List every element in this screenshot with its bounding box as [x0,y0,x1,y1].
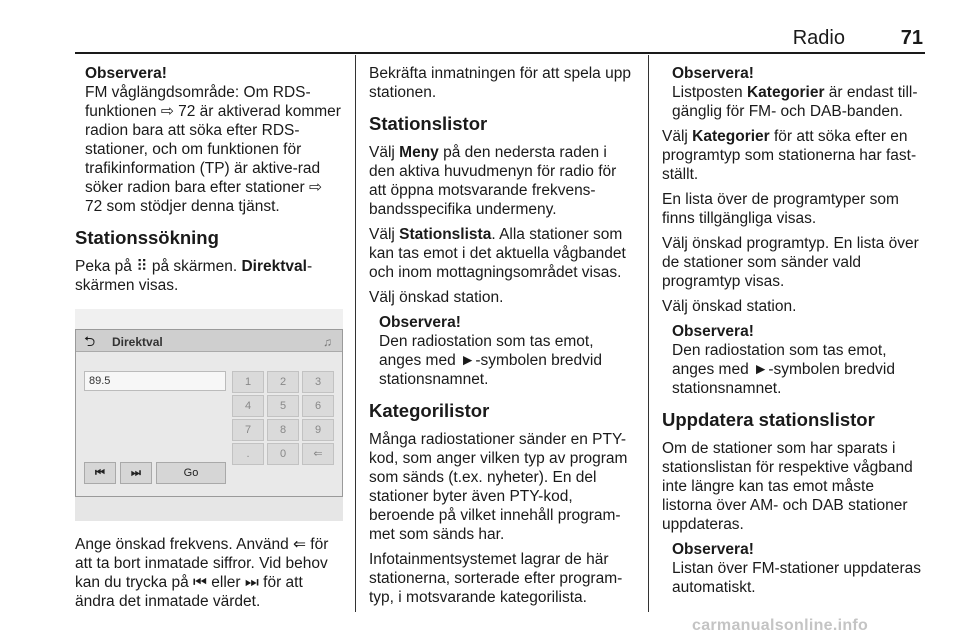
heading-uppdatera: Uppdatera stationslistor [662,409,875,430]
go-button[interactable]: Go [156,462,226,484]
key-9[interactable]: 9 [302,419,334,441]
paragraph-ange: Ange önskad frekvens. Använd ⇐ för att ta bort inmatade siffror. Vid behov kan du trycka på ⏮ eller ⏭ för att ändra det inmatade värdet. [75,536,329,610]
note-text: Den radiostation som tas emot, anges med ►-symbolen bredvid stationsnamnet. [672,342,895,397]
watermark: carmanualsonline.info [692,617,869,634]
paragraph-lista-programtyper: En lista över de programtyper som finns tillgängliga visas. [662,191,899,227]
screen-title: Direktval [112,335,163,349]
text: Listposten [672,84,747,101]
key-2[interactable]: 2 [267,371,299,393]
figure-footer [75,497,343,521]
column-divider-1 [355,55,356,612]
key-7[interactable]: 7 [232,419,264,441]
direktval-screen-figure [75,309,343,521]
paragraph-stationslista [369,225,635,282]
note-text: Listan över FM-stationer uppdateras automatiskt. [672,560,921,596]
note-title: Observera! [85,65,167,82]
key-0[interactable]: 0 [267,443,299,465]
text: för att söka efter en programtyp som stationerna har fast-ställt. [662,128,917,183]
music-note-icon: ♫ [323,335,332,349]
paragraph-infotainment: Infotainmentsystemet lagrar de här stationerna, sorterade efter program-typ, i motsvarande kategorilista. [369,551,623,606]
kategorier-label: Kategorier [692,128,770,145]
heading-stationslistor: Stationslistor [369,113,488,134]
screen-title-bar [76,330,342,352]
paragraph-valj-station: Välj önskad station. [369,289,504,306]
text: på skärmen. [147,258,242,275]
text: Peka på [75,258,137,275]
key-4[interactable]: 4 [232,395,264,417]
paragraph-valj-station: Välj önskad station. [662,298,797,315]
paragraph-uppdatera: Om de stationer som har sparats i stationslistan för respektive vågband inte längre kan tas emot måste listorna över AM- och DAB stationer uppdateras. [662,440,913,533]
note-title: Observera! [672,65,754,82]
paragraph-meny [369,143,635,219]
page-number: 71 [900,27,923,49]
column-3 [662,64,928,603]
note-text: Den radiostation som tas emot, anges med ►-symbolen bredvid stationsnamnet. [379,333,602,388]
key-1[interactable]: 1 [232,371,264,393]
note-radiostation [369,313,635,389]
note-fm-range [75,64,343,216]
kategorier-label: Kategorier [746,84,825,101]
heading-kategorilistor: Kategorilistor [369,400,490,421]
text: är endast till-gänglig för FM- och DAB-banden. [672,84,918,120]
text: -skärmen visas. [75,258,313,294]
column-1 [75,64,343,617]
column-2 [369,64,635,613]
paragraph-valj-kategorier [662,127,928,184]
key-3[interactable]: 3 [302,371,334,393]
section-title: Radio [792,27,845,49]
stationslista-label: Stationslista [399,226,492,243]
note-radiostation [662,322,928,398]
paragraph-valj-programtyp: Välj önskad programtyp. En lista över de stationer som sänder vald programtyp visas. [662,235,919,290]
back-icon[interactable]: ⮌ [84,333,96,349]
note-title: Observera! [379,314,461,331]
key-6[interactable]: 6 [302,395,334,417]
note-kategorier [662,64,928,121]
radio-keypad-icon: ⠿ [136,258,148,275]
text: Välj [369,144,400,161]
paragraph-bekrafta: Bekräfta inmatningen för att spela upp stationen. [369,65,631,101]
text: Välj [662,128,693,145]
column-divider-2 [648,55,649,612]
frequency-input[interactable]: 89.5 [84,371,226,391]
key-8[interactable]: 8 [267,419,299,441]
paragraph-peka [75,257,343,295]
note-fm-update [662,540,928,597]
backspace-key[interactable]: ⇐ [302,443,334,465]
meny-label: Meny [399,144,439,161]
text: . Alla stationer som kan tas emot i det aktuella vågbandet och inom mottagningsområdet visas. [369,226,626,281]
direktval-label: Direktval [241,258,307,275]
key-dot[interactable]: . [232,443,264,465]
note-title: Observera! [672,541,754,558]
text: på den nedersta raden i den aktiva huvudmenyn för radio för att öppna motsvarande frekvens-bandsspecifika undermeny. [369,144,617,218]
seek-forward-button[interactable]: ⏭ [120,462,152,484]
heading-stationssokning: Stationssökning [75,227,219,248]
page-header [75,26,925,50]
paragraph-pty: Många radiostationer sänder en PTY-kod, som anger vilken typ av program som sänds (t.ex. nyheter). En del stationer byter även PTY-kod, beroende på vilket innehåll program-met som sänds har. [369,431,628,543]
note-text: FM våglängdsområde: Om RDS-funktionen ⇨ 72 är aktiverad kommer radion bara att söka efter RDS-stationer, och om funktionen för trafikinformation (TP) är aktive-rad söker radion bara efter stationer ⇨ 72 som stödjer denna tjänst. [85,84,341,215]
radio-screen [75,329,343,497]
header-divider [75,52,925,54]
text: Välj [369,226,400,243]
seek-back-button[interactable]: ⏮ [84,462,116,484]
key-5[interactable]: 5 [267,395,299,417]
note-title: Observera! [672,323,754,340]
